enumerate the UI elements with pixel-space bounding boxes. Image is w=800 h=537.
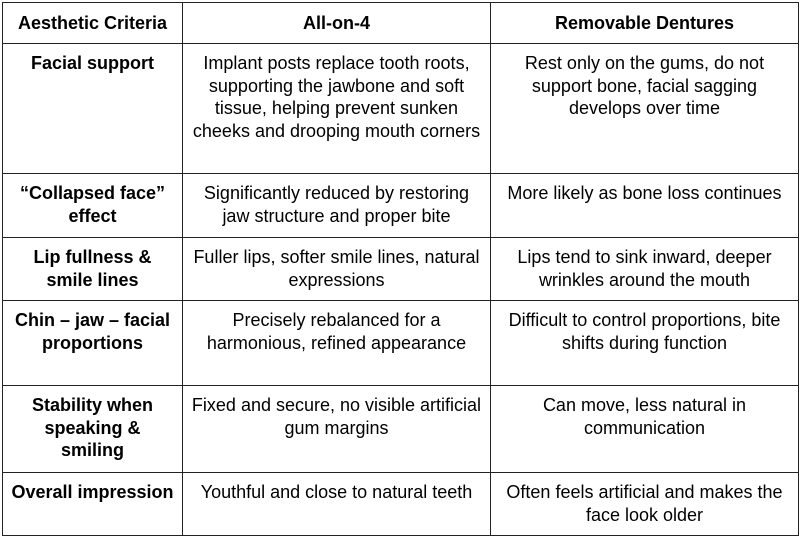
dentures-cell: More likely as bone loss continues <box>491 174 799 238</box>
header-all-on-4: All-on-4 <box>183 3 491 44</box>
table-row <box>3 301 799 386</box>
criteria-cell: Stability when speaking & smiling <box>3 386 183 473</box>
table-row <box>3 238 799 301</box>
all-on-4-cell: Significantly reduced by restoring jaw structure and proper bite <box>183 174 491 238</box>
header-row <box>3 3 799 44</box>
table-row <box>3 473 799 536</box>
all-on-4-cell: Implant posts replace tooth roots, supporting the jawbone and soft tissue, helping prevent sunken cheeks and drooping mouth corners <box>183 44 491 174</box>
comparison-table <box>2 2 799 536</box>
criteria-cell: “Collapsed face” effect <box>3 174 183 238</box>
dentures-cell: Often feels artificial and makes the face look older <box>491 473 799 536</box>
dentures-cell: Can move, less natural in communication <box>491 386 799 473</box>
criteria-cell: Lip fullness & smile lines <box>3 238 183 301</box>
dentures-cell: Lips tend to sink inward, deeper wrinkles around the mouth <box>491 238 799 301</box>
dentures-cell: Difficult to control proportions, bite shifts during function <box>491 301 799 386</box>
table-row <box>3 44 799 174</box>
criteria-cell: Overall impression <box>3 473 183 536</box>
table-row <box>3 386 799 473</box>
dentures-cell: Rest only on the gums, do not support bone, facial sagging develops over time <box>491 44 799 174</box>
criteria-cell: Facial support <box>3 44 183 174</box>
criteria-cell: Chin – jaw – facial proportions <box>3 301 183 386</box>
header-dentures: Removable Dentures <box>491 3 799 44</box>
table-row <box>3 174 799 238</box>
all-on-4-cell: Fixed and secure, no visible artificial gum margins <box>183 386 491 473</box>
all-on-4-cell: Youthful and close to natural teeth <box>183 473 491 536</box>
all-on-4-cell: Precisely rebalanced for a harmonious, refined appearance <box>183 301 491 386</box>
all-on-4-cell: Fuller lips, softer smile lines, natural expressions <box>183 238 491 301</box>
header-criteria: Aesthetic Criteria <box>3 3 183 44</box>
